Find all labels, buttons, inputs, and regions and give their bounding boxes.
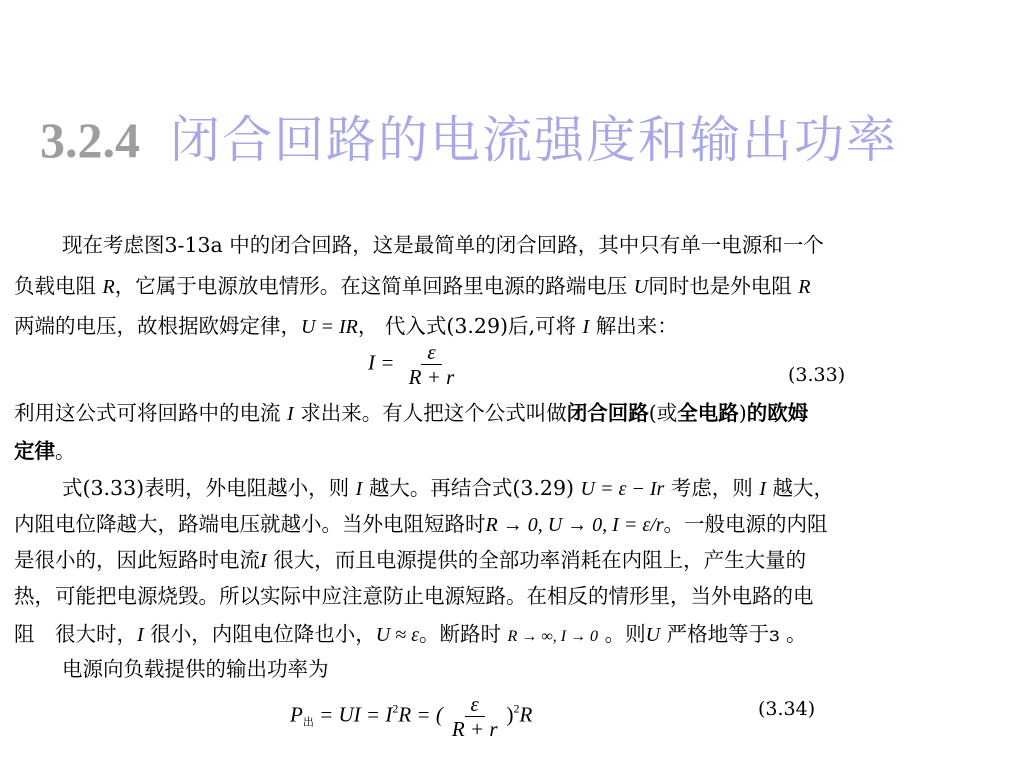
- var-I: I: [260, 550, 267, 572]
- var-epsilon: ɜ: [769, 622, 780, 646]
- open-voltage-eq: U ≈ ε: [375, 624, 420, 646]
- p1-line3: [14, 311, 1010, 342]
- text: 严格地等于: [660, 622, 770, 646]
- p2-line2: [14, 436, 1010, 466]
- text: 。断路时: [419, 622, 508, 646]
- var-I: I: [137, 624, 144, 646]
- text: 阻 很大时，: [14, 622, 137, 646]
- text: 很小，内阻电位降也小，: [143, 622, 376, 646]
- text: 式(3.33)表明，外电阻越小，则: [62, 476, 356, 500]
- bold-term: 闭合回路: [566, 401, 649, 425]
- bold-term: 全电路: [677, 401, 739, 425]
- var-I: I: [582, 316, 590, 338]
- equation-number: (3.33): [788, 364, 846, 386]
- text: 同时也是外电阻: [648, 274, 799, 298]
- var-U: U: [645, 624, 661, 646]
- p3-line3: [14, 545, 1010, 576]
- eq-part: R = (: [398, 702, 443, 727]
- p1-line1: 现在考虑图3-13a 中的闭合回路，这是最简单的闭合回路，其中只有单一电源和一个: [62, 233, 824, 257]
- section-title: 闭合回路的电流强度和输出功率: [170, 111, 898, 169]
- text: 内阻电位降越大，路端电压就越小。当外电阻短路时: [14, 512, 486, 536]
- equation-3-33: [368, 340, 463, 389]
- section-number: 3.2.4: [40, 112, 140, 168]
- text: 两端的电压，故根据欧姆定律，: [14, 314, 301, 338]
- text: 。: [779, 622, 807, 646]
- fraction-numerator: ε: [465, 692, 485, 717]
- text: (或: [648, 401, 678, 425]
- text: 负载电阻: [14, 274, 103, 298]
- open-circuit-eq: R → ∞, I → 0: [507, 628, 599, 645]
- text: 求出来。有人把这个公式叫做: [293, 401, 567, 425]
- eq-part: R: [519, 702, 533, 727]
- slide-title: [40, 100, 898, 170]
- p3-line2: [14, 509, 1010, 540]
- text: 是很小的，因此短路时电流: [14, 548, 260, 572]
- text: 。: [55, 439, 76, 463]
- eq-P: P: [290, 702, 303, 727]
- terminal-voltage-eq: U = ε − Ir: [580, 478, 665, 500]
- p3-line4: 热，可能把电源烧毁。所以实际中应注意防止电源短路。在相反的情形里，当外电路的电: [14, 584, 814, 608]
- text: 考虑，则: [664, 476, 760, 500]
- var-R: R: [102, 276, 115, 298]
- text: ): [738, 401, 747, 425]
- fraction-denominator: R + r: [408, 365, 455, 389]
- fraction-denominator: R + r: [451, 717, 498, 741]
- ohm-law-eq: U = IR: [301, 316, 358, 338]
- text: 利用这公式可将回路中的电流: [14, 401, 288, 425]
- eq-subscript: 出: [302, 715, 314, 729]
- text: ，它属于电源放电情形。在这简单回路里电源的路端电压: [114, 274, 634, 298]
- p1-line2: [14, 271, 1010, 302]
- equation-3-34: [290, 692, 532, 741]
- p3-line6: 电源向负载提供的输出功率为: [62, 657, 329, 681]
- fraction-numerator: ε: [421, 340, 441, 365]
- fraction: [446, 692, 504, 741]
- equation-number: (3.34): [758, 698, 816, 720]
- var-I: I: [759, 478, 766, 500]
- p3-line5: [14, 619, 1010, 652]
- var-U: U: [633, 276, 649, 298]
- var-I: I: [287, 403, 294, 425]
- eq-part: ): [506, 702, 514, 727]
- bold-term: 定律: [14, 439, 55, 463]
- text: 。一般电源的内阻: [663, 512, 828, 536]
- text: 很大，而且电源提供的全部功率消耗在内阻上，产生大量的: [266, 548, 807, 572]
- text: 越大，: [766, 476, 835, 500]
- short-circuit-eq: R → 0, U → 0, I = ε/r: [485, 514, 664, 536]
- text: 越大。再结合式(3.29): [362, 476, 581, 500]
- fraction: [403, 340, 461, 389]
- text: ， 代入式(3.29)后,可将: [357, 314, 583, 338]
- eq-superscript: 2: [392, 701, 399, 716]
- eq-part: = UI = I: [313, 702, 393, 727]
- p2-line1: [14, 398, 1010, 429]
- var-I: I: [355, 478, 363, 500]
- text: 解出来：: [589, 314, 678, 338]
- var-R: R: [798, 276, 811, 298]
- eq-lhs: I =: [368, 350, 395, 375]
- eq-superscript: 2: [513, 701, 520, 716]
- p3-line1: [14, 473, 1024, 504]
- text: 。则: [598, 622, 646, 646]
- bold-term: 的欧姆: [746, 401, 809, 425]
